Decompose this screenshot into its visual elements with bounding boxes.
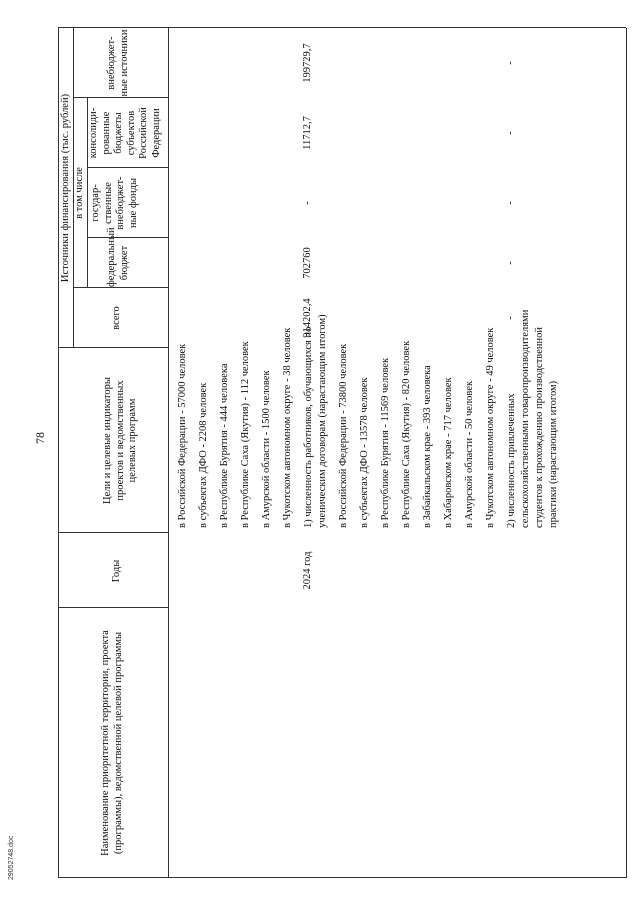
goal-line: в Хабаровском крае - 717 человек [443,377,454,528]
goal-line: в Республике Саха (Якутия) - 820 человек [401,340,412,528]
goal-line: в Российской Федерации - 73800 человек [338,343,349,528]
header-incl: в том числе [74,167,85,219]
state-funds-value: - [505,201,516,205]
goal-line: 2) численность привлеченных [506,393,517,528]
document-id: 29052748.doc [8,835,15,880]
state-funds-value: - [302,201,313,205]
col-divider-regional [87,167,168,168]
rotated-table-page [58,28,626,878]
goal-line: в Амурской области - 50 человек [464,380,475,528]
goal-line: практики (нарастающим итогом) [548,380,559,528]
goal-line: сельскохозяйственными товаропроизводителями [520,309,531,528]
header-years: Годы [111,559,122,583]
header-total: всего [111,306,122,330]
page-number: 78 [33,432,47,444]
year-cell: 2024 год [302,551,313,590]
header-federal: федеральный бюджет [106,227,130,287]
financing-table [58,28,626,878]
header-divider [168,28,169,878]
goal-line: 1) численность работников, обучающихся по [303,326,314,528]
goal-line: в Республике Саха (Якутия) - 112 человек [240,341,251,528]
table-border-top [58,28,59,878]
col-divider-state [87,237,168,238]
header-sources-title: Источники финансирования (тыс. рублей) [60,93,71,283]
goal-line: в субъектах ДФО - 2208 человек [198,382,209,528]
goal-line: в Республике Бурятия - 11569 человек [380,357,391,528]
goal-line: в Забайкальском крае - 393 человека [422,365,433,528]
col-divider-goals [58,532,168,533]
table-border-left [58,877,626,878]
header-state-funds: государ-ственные внебюджет-ные фонды [90,176,139,230]
extra-value: 199729,7 [302,43,313,83]
regional-value: 11712,7 [302,116,313,150]
header-goals: Цели и целевые индикаторы проектов и ведомственных целевых программ [102,377,138,504]
header-regional: консолиди-рованные бюджеты субъектов Российской Федерации [88,107,162,159]
goal-line: в Республике Бурятия - 444 человека [219,363,230,528]
table-border-right [58,27,626,28]
federal-value: 702760 [302,247,313,279]
goal-line: в субъектах ДФО - 13578 человек [359,377,370,528]
goal-line: студентов к прохождению производственной [534,327,545,528]
table-border-bottom [626,28,627,878]
total-value: - [505,316,516,320]
goal-line: в Амурской области - 1500 человек [261,370,272,528]
goal-line: в Российской Федерации - 57000 человек [177,343,188,528]
total-value: 914202,4 [302,298,313,338]
header-name: Наименование приоритетной территории, проекта (программы), ведомственной целевой программы [100,630,124,856]
federal-value: - [505,261,516,265]
goal-line: ученическим договорам (нарастающим итогом) [317,314,328,528]
header-extra: внебюджет-ные источники [106,29,130,97]
goal-line: в Чукотском автономном округе - 38 человек [282,327,293,528]
col-divider-extra [73,97,168,98]
col-divider-total [58,347,168,348]
col-divider-federal [73,287,168,288]
col-divider-years [58,607,168,608]
goal-line: в Чукотском автономном округе - 49 человек [485,327,496,528]
extra-value: - [505,61,516,65]
regional-value: - [505,131,516,135]
